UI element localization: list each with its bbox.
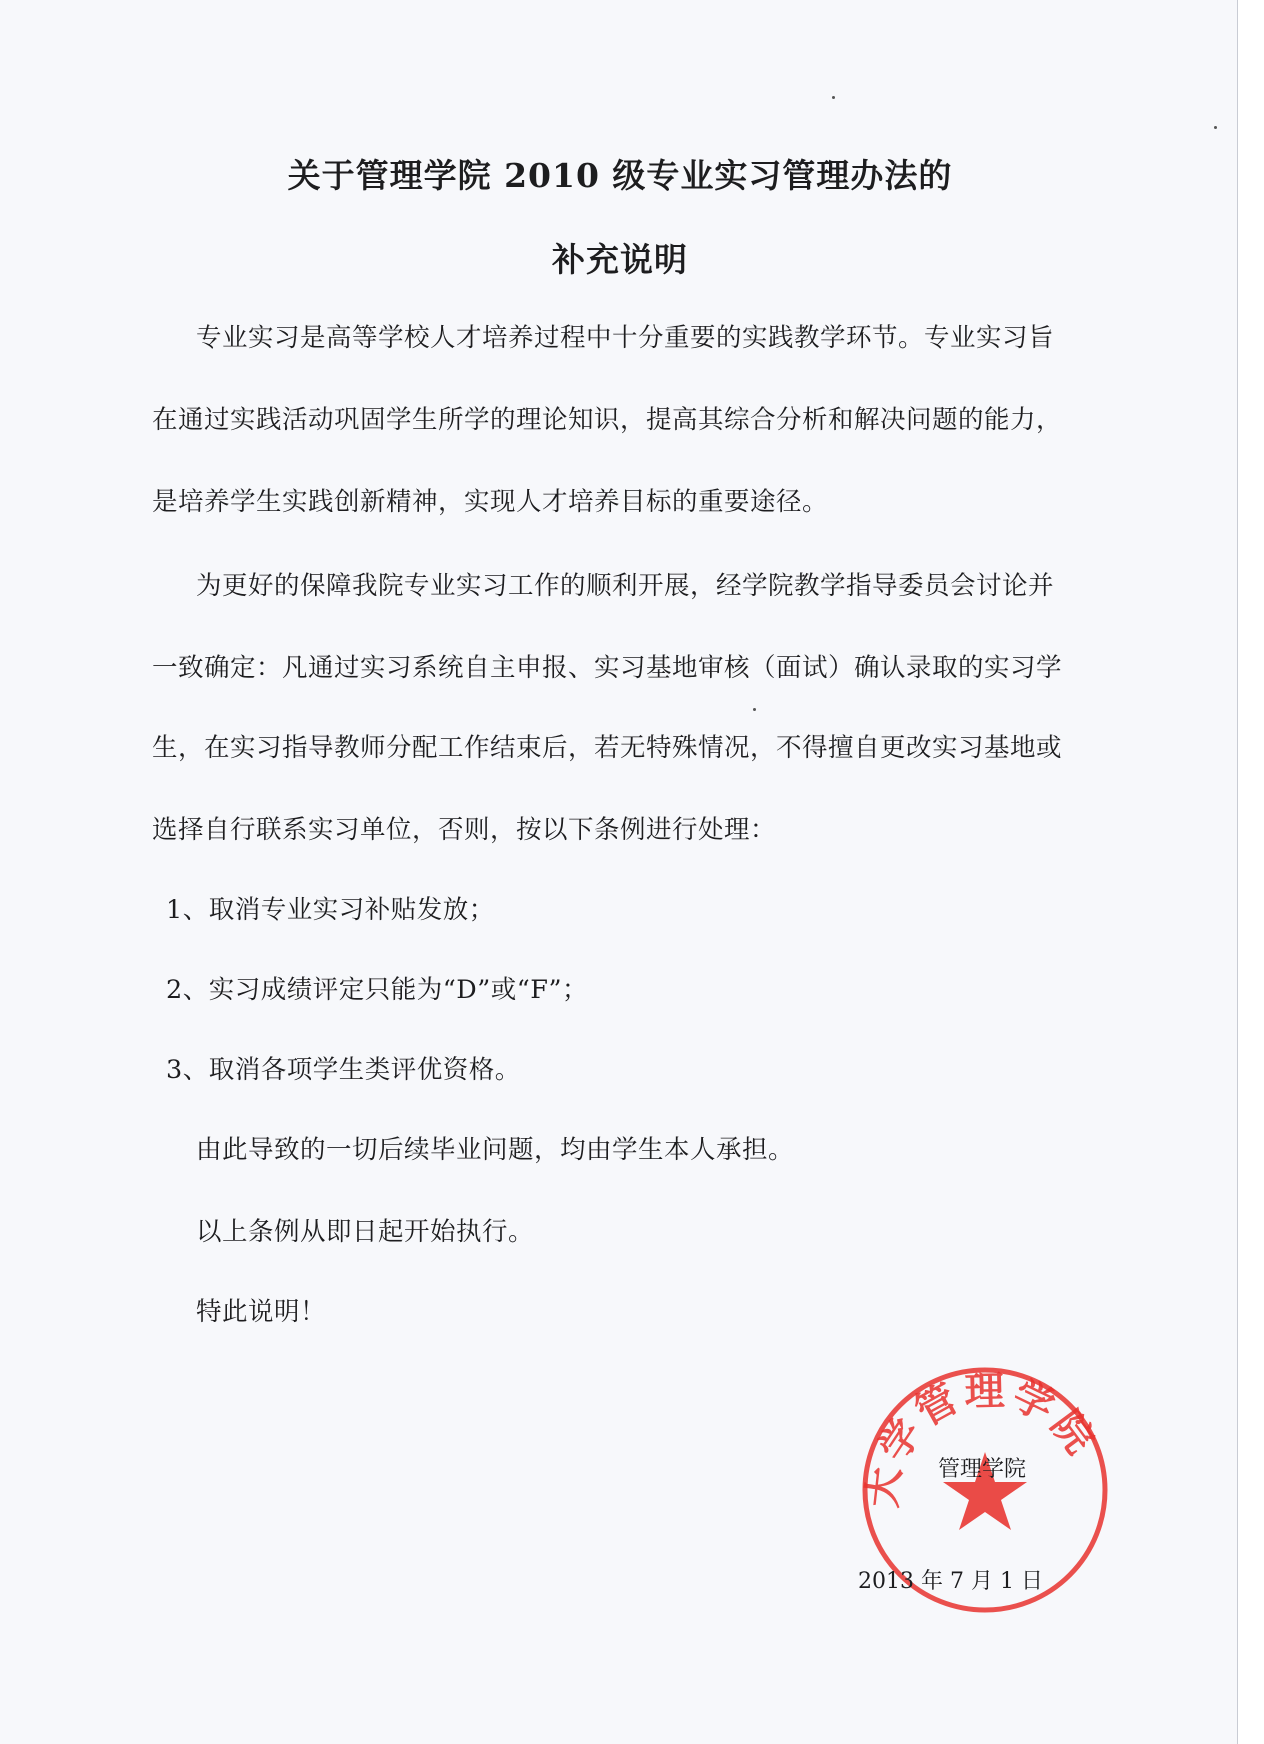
paragraph-2-line: 生，在实习指导教师分配工作结束后，若无特殊情况，不得擅自更改实习基地或	[152, 733, 1063, 763]
scan-edge	[1237, 0, 1264, 1744]
signature-date: 2013 年 7 月 1 日	[858, 1569, 1043, 1594]
document-title: 关于管理学院 2010 级专业实习管理办法的	[287, 156, 953, 195]
paragraph-2-line: 一致确定：凡通过实习系统自主申报、实习基地审核（面试）确认录取的实习学	[152, 653, 1063, 683]
document-subtitle: 补充说明	[552, 240, 688, 279]
paragraph-1-line: 专业实习是高等学校人才培养过程中十分重要的实践教学环节。专业实习旨	[196, 323, 1055, 353]
rule-item: 3、取消各项学生类评优资格。	[166, 1055, 521, 1085]
signature-org: 管理学院	[938, 1457, 1027, 1482]
closing-line: 由此导致的一切后续毕业问题，均由学生本人承担。	[196, 1135, 795, 1165]
seal-text: 大学管理学院	[859, 1368, 1106, 1510]
paragraph-1-line: 在通过实践活动巩固学生所学的理论知识，提高其综合分析和解决问题的能力，	[152, 405, 1063, 435]
paragraph-2-line: 为更好的保障我院专业实习工作的顺利开展，经学院教学指导委员会讨论并	[196, 571, 1055, 601]
scan-speck	[832, 96, 835, 99]
closing-line: 以上条例从即日起开始执行。	[196, 1217, 535, 1247]
paragraph-1-line: 是培养学生实践创新精神，实现人才培养目标的重要途径。	[152, 487, 829, 517]
closing-line: 特此说明！	[196, 1297, 327, 1327]
scan-speck	[753, 708, 756, 711]
scan-speck	[1214, 126, 1217, 129]
rule-item: 2、实习成绩评定只能为“D”或“F”；	[166, 975, 589, 1005]
rule-item: 1、取消专业实习补贴发放；	[166, 895, 495, 925]
paragraph-2-line: 选择自行联系实习单位，否则，按以下条例进行处理：	[152, 815, 777, 845]
